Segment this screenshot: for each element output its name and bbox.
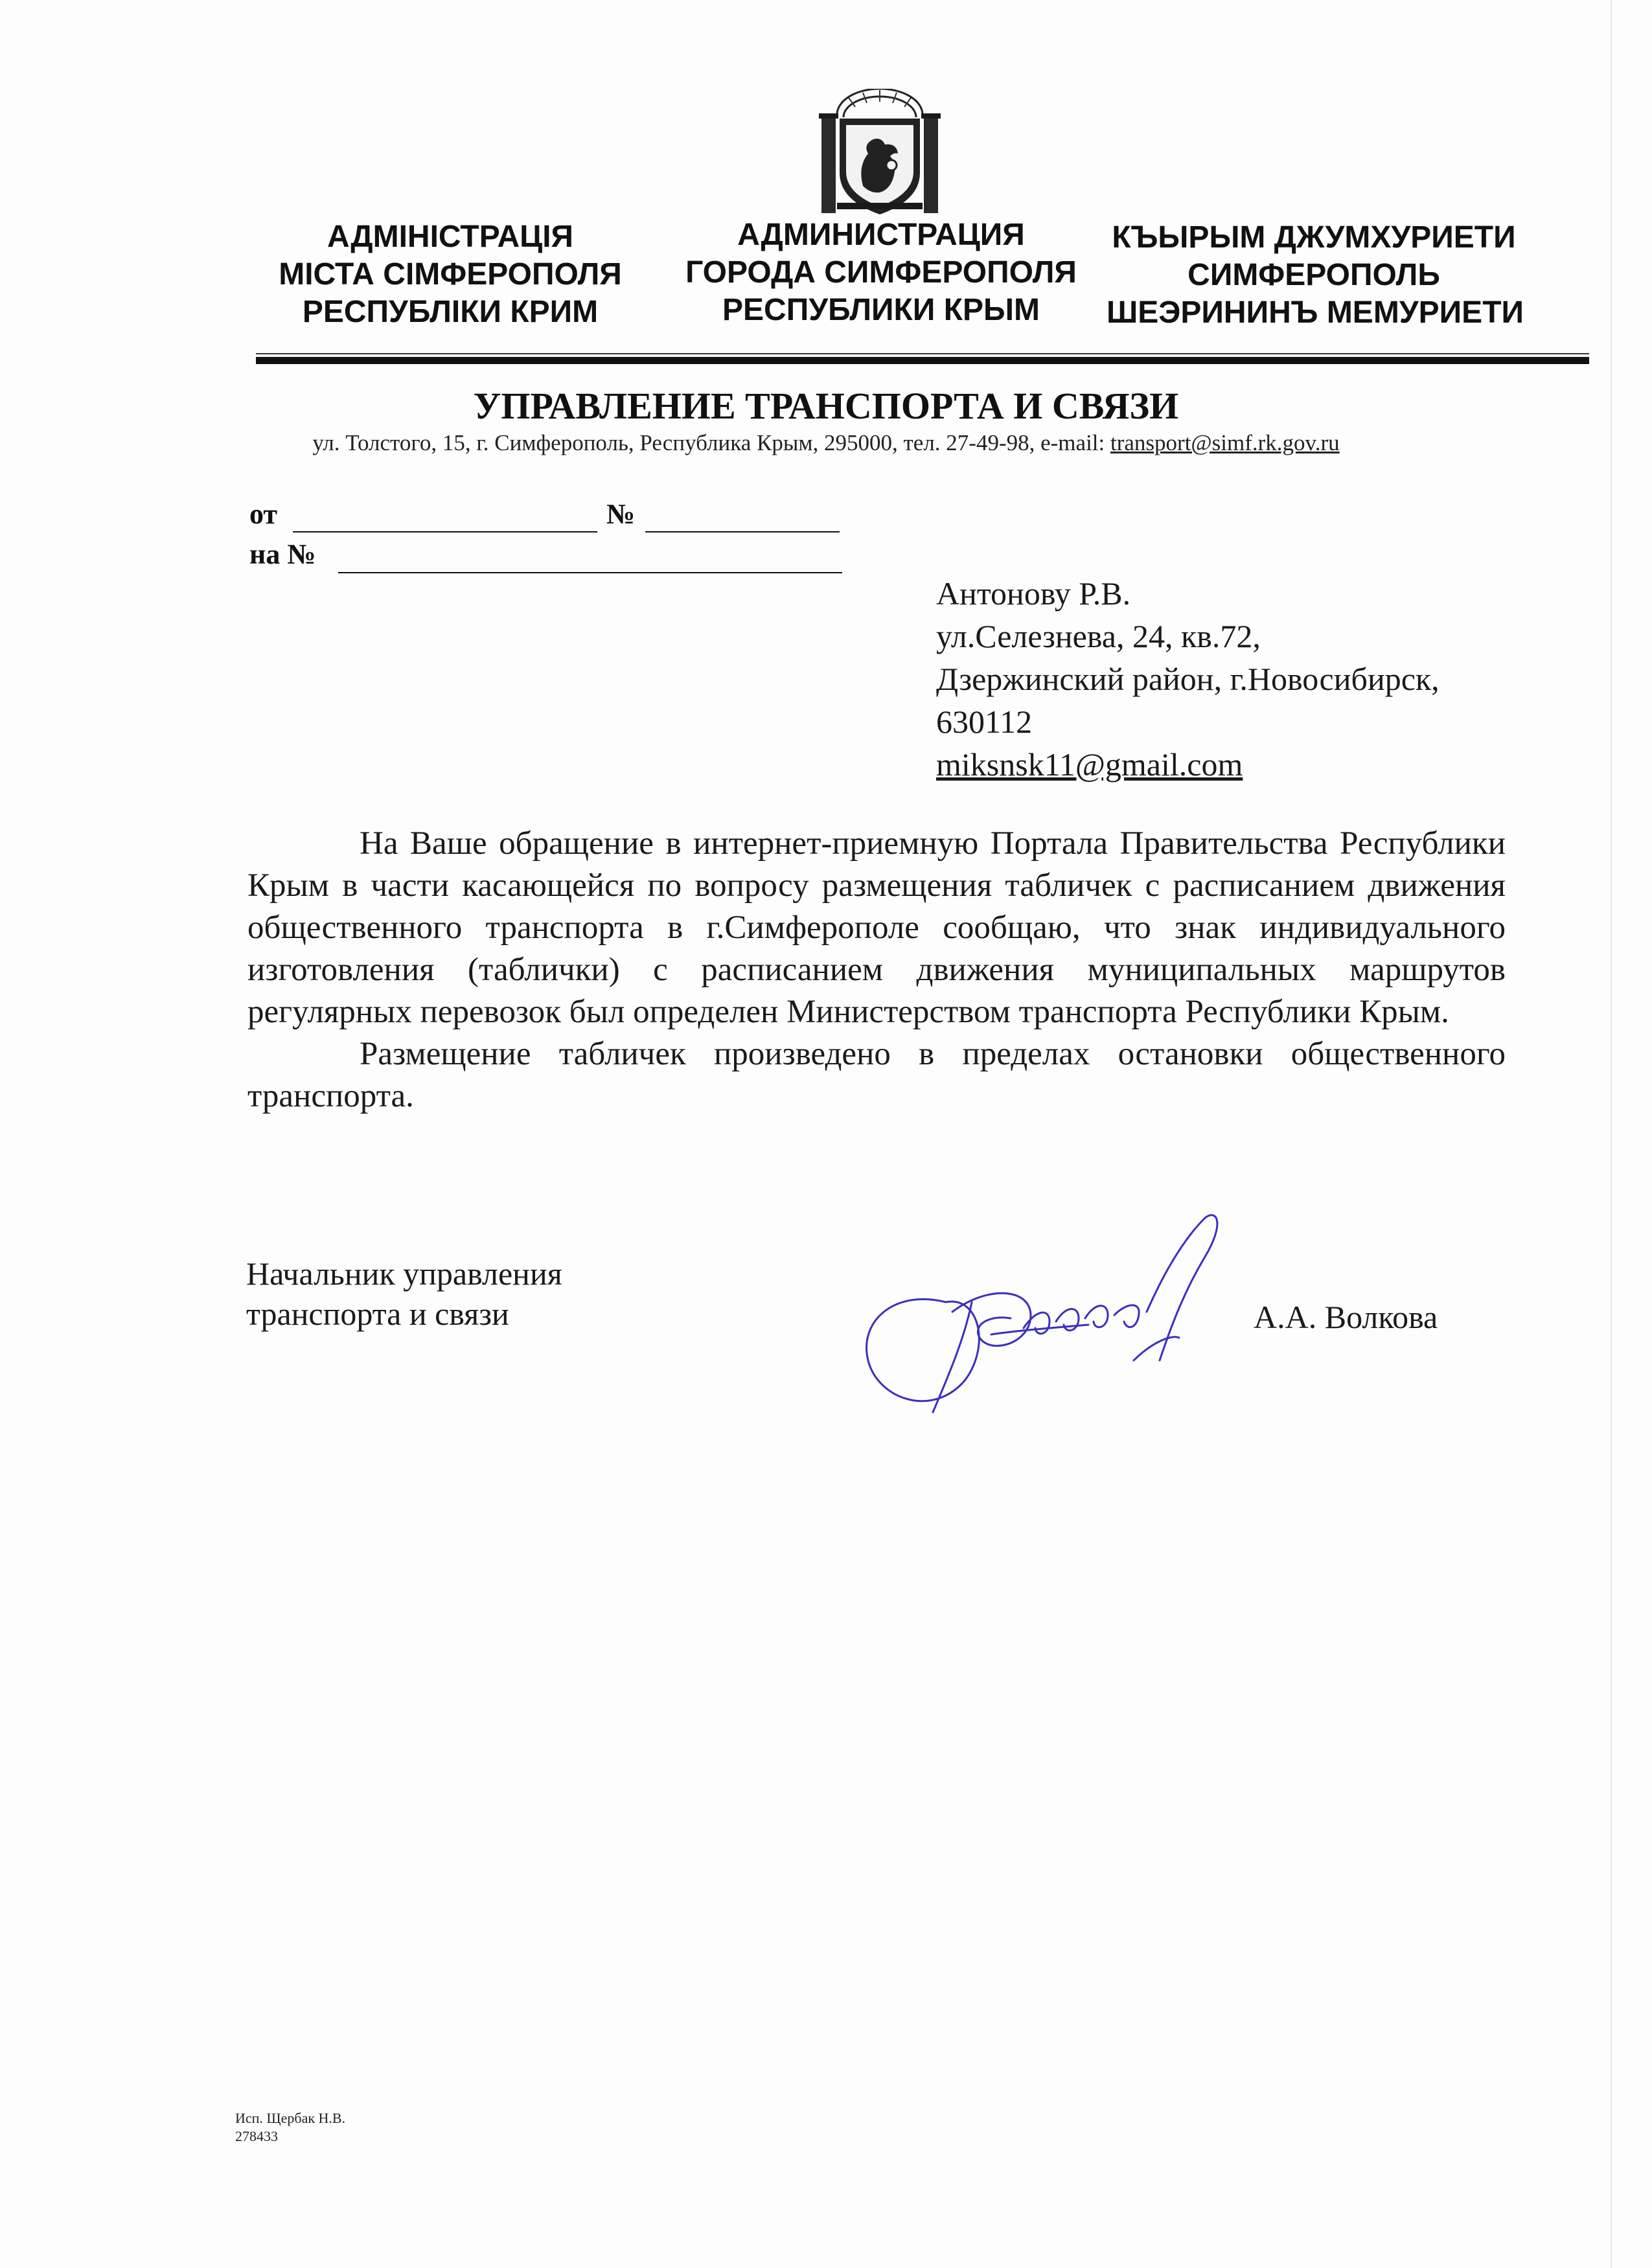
department-email-link[interactable]: transport@simf.rk.gov.ru <box>1110 430 1340 455</box>
recipient-block <box>936 572 1440 786</box>
body-paragraph-2: Размещение табличек произведено в пределах остановки общественного транспорта. <box>247 1036 1506 1114</box>
header-divider-thin <box>256 353 1589 354</box>
coat-of-arms-icon <box>818 89 942 217</box>
org-name-crimean-tatar: КЪЫРЫМ ДЖУМХУРИЕТИ СИМФЕРОПОЛЬ ШЕЭРИНИНЪ МЕМУРИЕТИ <box>1107 220 1524 330</box>
signer-name: А.А. Волкова <box>1254 1299 1438 1335</box>
in-reply-to-label: на № <box>249 538 316 570</box>
in-reply-to-blank <box>338 572 842 573</box>
executor-info <box>235 2109 345 2146</box>
handwritten-signature <box>855 1205 1283 1425</box>
department-address: ул. Толстого, 15, г. Симферополь, Республика Крым, 295000, тел. 27-49-98, e-mail: transport@simf.rk.gov.ru <box>312 430 1340 455</box>
from-date-label: от <box>249 498 278 530</box>
outgoing-number-blank <box>645 531 840 533</box>
body-paragraph-1: На Ваше обращение в интернет-приемную Портала Правительства Республики Крым в части касающейся по вопросу размещения табличек с расписанием движения общественного транспорта в г.Симферополе сообщаю, что знак индивидуального изготовления (таблички) с расписанием движения муниципальных маршрутов регулярных перевозок был определен Министерством транспорта Республики Крым. <box>247 825 1506 1030</box>
org-name-russian: АДМИНИСТРАЦИЯ ГОРОДА СИМФЕРОПОЛЯ РЕСПУБЛИКИ КРЫМ <box>685 218 1077 327</box>
org-name-ukrainian: АДМІНІСТРАЦІЯ МІСТА СІМФЕРОПОЛЯ РЕСПУБЛІКИ КРИМ <box>279 220 622 329</box>
recipient-street: ул.Селезнева, 24, кв.72, <box>936 618 1261 654</box>
signer-position: Начальник управления транспорта и связи <box>246 1255 562 1332</box>
recipient-email-link[interactable]: miksnsk11@gmail.com <box>936 746 1243 783</box>
executor-name: Исп. Щербак Н.В. <box>235 2110 346 2126</box>
page-edge <box>1611 0 1612 2268</box>
from-date-blank <box>293 531 597 533</box>
recipient-name: Антонову Р.В. <box>936 575 1131 612</box>
letter-body <box>247 823 1506 1117</box>
outgoing-number-label: № <box>606 498 636 530</box>
recipient-postcode: 630112 <box>936 704 1033 740</box>
header-divider-thick <box>256 357 1589 364</box>
executor-phone: 278433 <box>235 2128 278 2144</box>
recipient-city: Дзержинский район, г.Новосибирск, <box>936 661 1440 697</box>
department-title: УПРАВЛЕНИЕ ТРАНСПОРТА И СВЯЗИ <box>473 385 1179 427</box>
